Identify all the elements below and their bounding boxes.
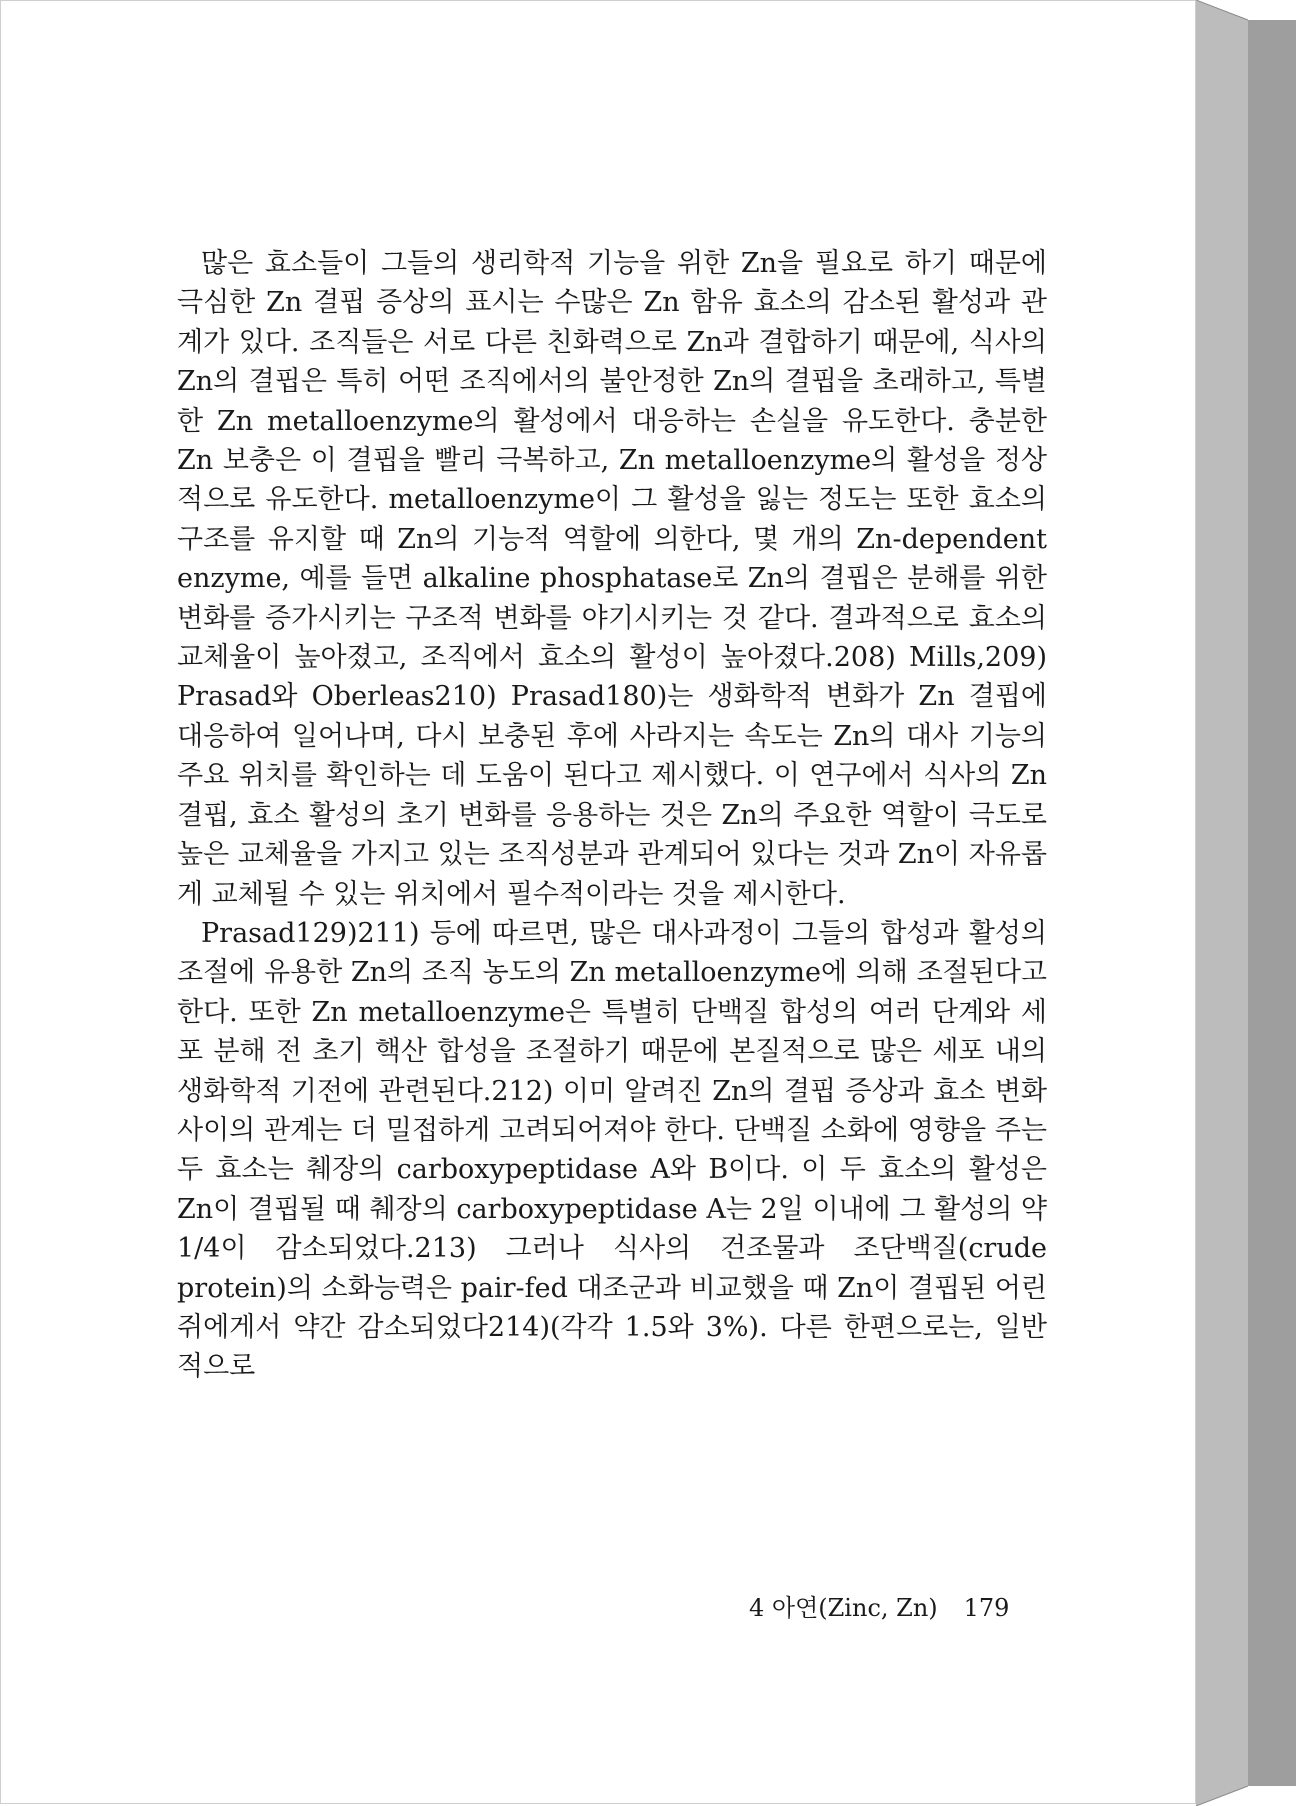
paragraph-1: 많은 효소들이 그들의 생리학적 기능을 위한 Zn을 필요로 하기 때문에 극심한 Zn 결핍 증상의 표시는 수많은 Zn 함유 효소의 감소된 활성과 관계가 있다. 조직들은 서로 다른 친화력으로 Zn과 결합하기 때문에, 식사의 Zn의 결핍은 특히 어떤 조직에서의 불안정한 Zn의 결핍을 초래하고, 특별한 Zn metalloenzyme의 활성에서 대응하는 손실을 유도한다. 충분한 Zn 보충은 이 결핍을 빨리 극복하고, Zn metalloenzyme의 활성을 정상적으로 유도한다. metalloenzyme이 그 활성을 잃는 정도는 또한 효소의 구조를 유지할 때 Zn의 기능적 역할에 의한다, 몇 개의 Zn-dependent enzyme, 예를 들면 alkaline phosphatase로 Zn의 결핍은 분해를 위한 변화를 증가시키는 구조적 변화를 야기시키는 것 같다. 결과적으로 효소의 교체율이 높아졌고, 조직에서 효소의 활성이 높아졌다.208) Mills,209) Prasad와 Oberleas210) Prasad180)는 생화학적 변화가 Zn 결핍에 대응하여 일어나며, 다시 보충된 후에 사라지는 속도는 Zn의 대사 기능의 주요 위치를 확인하는 데 도움이 된다고 제시했다. 이 연구에서 식사의 Zn 결핍, 효소 활성의 초기 변화를 응용하는 것은 Zn의 주요한 역할이 극도로 높은 교체율을 가지고 있는 조직성분과 관계되어 있다는 것과 Zn이 자유롭게 교체될 수 있는 위치에서 필수적이라는 것을 제시한다. [177, 248, 1047, 910]
body-text [177, 244, 1047, 1387]
page-number: 179 [963, 1594, 1010, 1622]
page-footer [749, 1588, 1049, 1623]
paragraph-2: Prasad129)211) 등에 따르면, 많은 대사과정이 그들의 합성과 활성의 조절에 유용한 Zn의 조직 농도의 Zn metalloenzyme에 의해 조절된다고 한다. 또한 Zn metalloenzyme은 특별히 단백질 합성의 여러 단계와 세포 분해 전 초기 핵산 합성을 조절하기 때문에 본질적으로 많은 세포 내의 생화학적 기전에 관련된다.212) 이미 알려진 Zn의 결핍 증상과 효소 변화 사이의 관계는 더 밀접하게 고려되어져야 한다. 단백질 소화에 영향을 주는 두 효소는 췌장의 carboxypeptidase A와 B이다. 이 두 효소의 활성은 Zn이 결핍될 때 췌장의 carboxypeptidase A는 2일 이내에 그 활성의 약 1/4이 감소되었다.213) 그러나 식사의 건조물과 조단백질(crude protein)의 소화능력은 pair-fed 대조군과 비교했을 때 Zn이 결핍된 어린 쥐에게서 약간 감소되었다214)(각각 1.5와 3%). 다른 한편으로는, 일반적으로 [177, 917, 1047, 1383]
book-spine [1196, 0, 1296, 1806]
chapter-title: 4 아연(Zinc, Zn) [749, 1594, 938, 1622]
